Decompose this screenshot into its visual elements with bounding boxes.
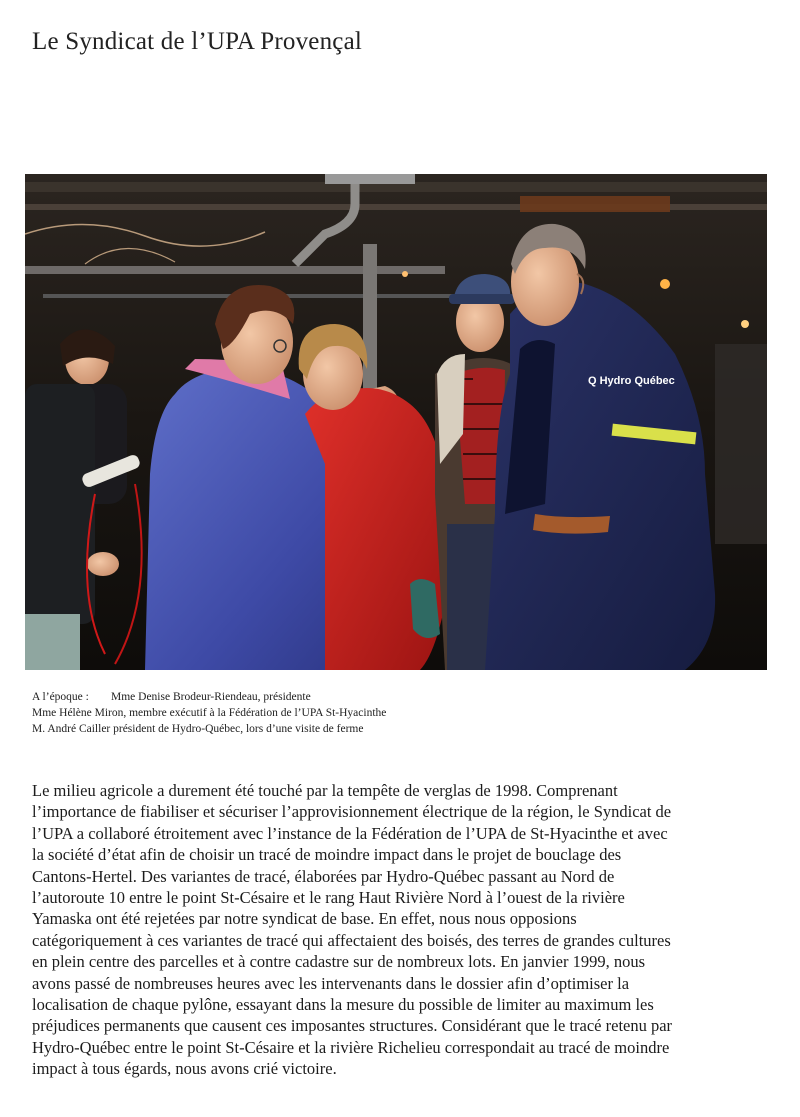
caption-person-president: Mme Denise Brodeur-Riendeau, présidente (111, 691, 311, 703)
jacket-logo: Q Hydro Québec (588, 375, 675, 387)
caption-person-executive: Mme Hélène Miron, membre exécutif à la Fédération de l’UPA St-Hyacinthe (32, 707, 387, 719)
photo-caption (32, 689, 386, 737)
paragraph-line: Le milieu agricole a durement été touché par la tempête de verglas de 1998. Comprenant (32, 781, 618, 800)
paragraph-line: préjudices permanents que causent ces imposantes structures. Considérant que le tracé retenu par (32, 1016, 673, 1036)
caption-era-label: A l’époque : (32, 691, 89, 703)
page-title: Le Syndicat de l’UPA Provençal (32, 28, 363, 55)
paragraph-line: catégoriquement à ces variantes de tracé qui affectaient des boisés, des terres de grandes cultures (32, 930, 671, 950)
paragraph-line: Yamaska ont été rejetées par notre syndicat de base. En effet, nous nous opposions (32, 909, 577, 929)
caption-line-1 (32, 689, 386, 705)
caption-person-hydro-quebec: M. André Cailler président de Hydro-Québec, lors d’une visite de ferme (32, 723, 364, 735)
paragraph-line: localisation de chaque pylône, essayant dans la mesure du possible de limiter au maximum les (32, 995, 654, 1015)
paragraph-line: Hydro-Québec entre le point St-Césaire et la rivière Richelieu correspondait au tracé de moindre (32, 1037, 670, 1057)
paragraph-line: l’autoroute 10 entre le point St-Césaire et le rang Haut Rivière Nord à l’ouest de la rivière (32, 888, 625, 908)
paragraph-line: l’UPA a collaboré étroitement avec l’instance de la Fédération de l’UPA de St-Hyacinthe et avec (32, 823, 668, 843)
paragraph-line: en plein centre des parcelles et à contre cadastre sur de nombreux lots. En janvier 1999, nous (32, 952, 646, 972)
paragraph-line: la société d’état afin de choisir un tracé de moindre impact dans le projet de bouclage des (32, 845, 622, 865)
paragraph-line: l’importance de fiabiliser et sécuriser l’approvisionnement électrique de la région, le Syndicat de (32, 802, 672, 822)
paragraph-line: Cantons-Hertel. Des variantes de tracé, élaborées par Hydro-Québec passant au Nord de (32, 866, 615, 886)
photo-scene (25, 174, 767, 670)
paragraph-line: avons passé de nombreuses heures avec les intervenants dans le dossier afin d’optimiser la (32, 973, 630, 993)
paragraph-line: impact à tous égards, nous avons crié victoire. (32, 1059, 337, 1079)
article-paragraph (32, 780, 782, 1080)
photograph-farm-visit (25, 174, 767, 670)
